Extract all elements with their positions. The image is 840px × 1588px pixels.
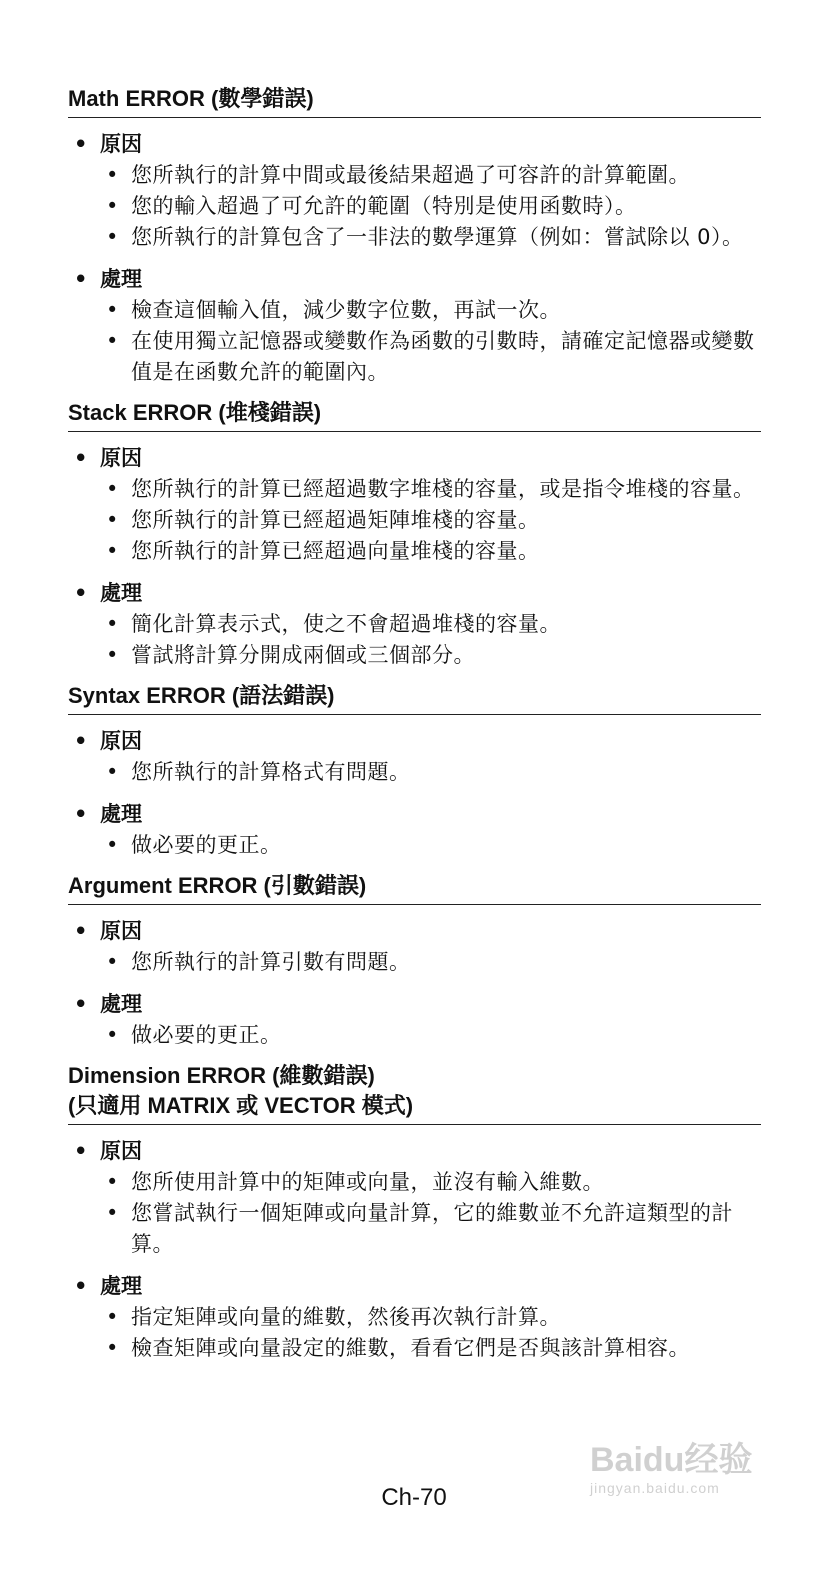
section-heading-line2: (只適用 MATRIX 或 VECTOR 模式) (68, 1093, 414, 1118)
cause-item: • 您所使用計算中的矩陣或向量，並沒有輸入維數。 (68, 1167, 761, 1198)
action-label: • 處理 (68, 1270, 761, 1302)
watermark-logo: Baidu经验 (590, 1441, 753, 1479)
action-item: • 在使用獨立記憶器或變數作為函數的引數時，請確定記憶器或變數值是在函數允許的範圍內。 (68, 326, 761, 388)
cause-group (68, 442, 761, 567)
cause-label: • 原因 (68, 1135, 761, 1167)
manual-page (68, 84, 761, 1374)
section-heading: Stack ERROR (堆棧錯誤) (68, 398, 761, 432)
cause-item: • 您嘗試執行一個矩陣或向量計算，它的維數並不允許這類型的計算。 (68, 1198, 761, 1260)
watermark-url: jingyan.baidu.com (590, 1480, 720, 1496)
action-item: • 檢查矩陣或向量設定的維數，看看它們是否與該計算相容。 (68, 1333, 761, 1364)
action-group (68, 798, 761, 861)
baidu-watermark (590, 1440, 752, 1496)
action-item: • 嘗試將計算分開成兩個或三個部分。 (68, 640, 761, 671)
stack-error-section (68, 398, 761, 671)
action-label: • 處理 (68, 988, 761, 1020)
section-heading: Argument ERROR (引數錯誤) (68, 871, 761, 905)
cause-item: • 您的輸入超過了可允許的範圍（特別是使用函數時）。 (68, 191, 761, 222)
section-heading-line1: Dimension ERROR (維數錯誤) (68, 1063, 375, 1088)
action-item: • 檢查這個輸入值，減少數字位數，再試一次。 (68, 295, 761, 326)
cause-item: • 您所執行的計算格式有問題。 (68, 757, 761, 788)
action-label: • 處理 (68, 263, 761, 295)
cause-label: • 原因 (68, 442, 761, 474)
dimension-error-section (68, 1061, 761, 1364)
action-item: • 指定矩陣或向量的維數，然後再次執行計算。 (68, 1302, 761, 1333)
cause-item: • 您所執行的計算已經超過數字堆棧的容量，或是指令堆棧的容量。 (68, 474, 761, 505)
math-error-section (68, 84, 761, 388)
cause-item: • 您所執行的計算中間或最後結果超過了可容許的計算範圍。 (68, 160, 761, 191)
cause-item: • 您所執行的計算已經超過矩陣堆棧的容量。 (68, 505, 761, 536)
page-number: Ch-70 (381, 1484, 447, 1511)
action-group (68, 263, 761, 388)
cause-group (68, 1135, 761, 1260)
cause-label: • 原因 (68, 128, 761, 160)
section-heading: Math ERROR (數學錯誤) (68, 84, 761, 118)
cause-item: • 您所執行的計算引數有問題。 (68, 947, 761, 978)
argument-error-section (68, 871, 761, 1051)
cause-group (68, 128, 761, 253)
action-group (68, 1270, 761, 1364)
cause-label: • 原因 (68, 915, 761, 947)
action-item: • 簡化計算表示式，使之不會超過堆棧的容量。 (68, 609, 761, 640)
cause-item: • 您所執行的計算包含了一非法的數學運算（例如：嘗試除以 0）。 (68, 222, 761, 253)
cause-group (68, 725, 761, 788)
action-group (68, 577, 761, 671)
action-label: • 處理 (68, 798, 761, 830)
cause-label: • 原因 (68, 725, 761, 757)
cause-group (68, 915, 761, 978)
action-item: • 做必要的更正。 (68, 830, 761, 861)
section-heading (68, 1061, 761, 1125)
section-heading: Syntax ERROR (語法錯誤) (68, 681, 761, 715)
cause-item: • 您所執行的計算已經超過向量堆棧的容量。 (68, 536, 761, 567)
action-item: • 做必要的更正。 (68, 1020, 761, 1051)
action-label: • 處理 (68, 577, 761, 609)
action-group (68, 988, 761, 1051)
syntax-error-section (68, 681, 761, 861)
